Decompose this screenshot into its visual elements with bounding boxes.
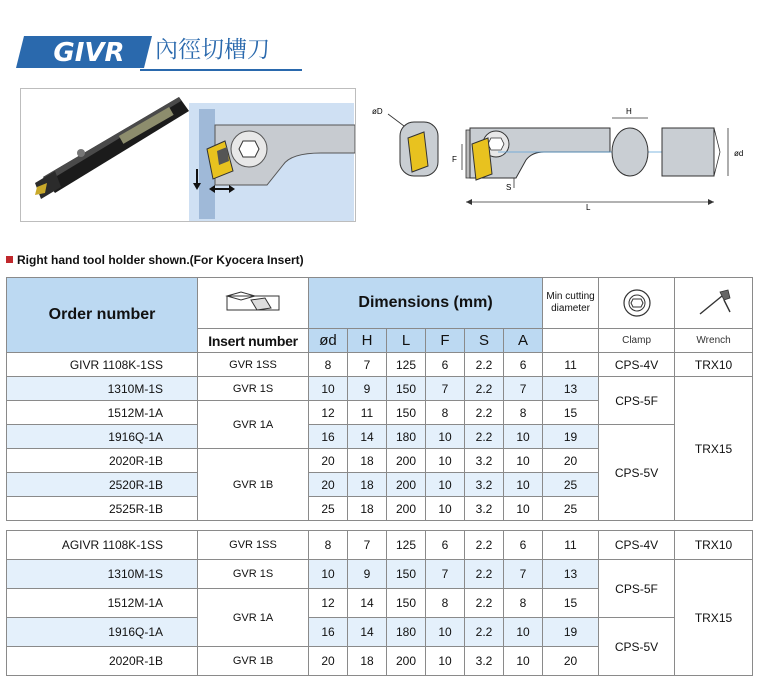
order-number: AGIVR 1108K-1SS [7,531,198,560]
header-dimensions: Dimensions (mm) [309,278,543,329]
min-cutting: 20 [543,647,599,676]
dim-d: 10 [309,560,348,589]
table-row [7,531,753,560]
dim-s: 3.2 [465,473,504,497]
dim-l: 150 [387,560,426,589]
dim-f: 10 [426,425,465,449]
header-dim-s: S [465,329,504,353]
dimension-diagram [366,100,756,218]
order-number: 1310M-1S [7,560,198,589]
dim-a: 6 [504,531,543,560]
clamp-screw-icon [620,286,654,320]
main-view [452,107,743,212]
label-d: ød [734,149,744,158]
dim-h: 18 [348,449,387,473]
dim-f: 7 [426,560,465,589]
dim-f: 8 [426,401,465,425]
dim-s: 3.2 [465,497,504,521]
min-cutting: 25 [543,473,599,497]
table-row [7,377,753,401]
dim-d: 8 [309,531,348,560]
dim-f: 6 [426,531,465,560]
header-dim-h: H [348,329,387,353]
caption-text: Right hand tool holder shown.(For Kyocera Insert) [17,253,304,267]
tool-holder-illustration [21,89,355,221]
dim-l: 180 [387,425,426,449]
dim-d: 8 [309,353,348,377]
label-s: S [506,183,512,192]
dim-s: 2.2 [465,589,504,618]
header-wrench: Wrench [675,329,753,353]
dim-h: 14 [348,618,387,647]
table-header-row [7,278,753,329]
dim-s: 2.2 [465,425,504,449]
product-code: GIVR [53,38,125,68]
dim-s: 2.2 [465,531,504,560]
dim-d: 25 [309,497,348,521]
insert-number: GVR 1A [198,589,309,647]
insert-number: GVR 1SS [198,353,309,377]
wrench-diagram-cell [675,278,753,329]
header-clamp: Clamp [599,329,675,353]
dim-s: 2.2 [465,353,504,377]
wrench: TRX15 [675,560,753,676]
header-dim-d: ød [309,329,348,353]
insert-diagram-cell [198,278,309,329]
wrench: TRX10 [675,531,753,560]
dim-s: 2.2 [465,377,504,401]
dim-d: 20 [309,473,348,497]
dim-d: 20 [309,449,348,473]
tool-detail-view [189,103,355,221]
min-cutting: 19 [543,425,599,449]
dim-a: 8 [504,589,543,618]
dim-d: 12 [309,401,348,425]
product-photo [20,88,356,222]
insert-shape-icon [221,288,285,318]
dim-l: 180 [387,618,426,647]
header-dim-f: F [426,329,465,353]
header-min-spacer [543,329,599,353]
bullet-icon [6,256,13,263]
dim-a: 8 [504,401,543,425]
dim-a: 10 [504,618,543,647]
dim-h: 18 [348,647,387,676]
dim-d: 20 [309,647,348,676]
dim-l: 200 [387,647,426,676]
dim-a: 10 [504,425,543,449]
page-header [20,34,302,70]
table-row [7,560,753,589]
insert-number: GVR 1A [198,401,309,449]
order-number: 1916Q-1A [7,425,198,449]
insert-number: GVR 1B [198,647,309,676]
clamp: CPS-4V [599,353,675,377]
dim-a: 10 [504,473,543,497]
min-cutting: 11 [543,531,599,560]
dim-l: 200 [387,497,426,521]
header-insert-number: Insert number [198,329,309,353]
wrench-icon [692,286,736,320]
dim-l: 125 [387,353,426,377]
dim-s: 2.2 [465,618,504,647]
label-f: F [452,155,457,164]
dim-h: 9 [348,377,387,401]
min-cutting: 15 [543,401,599,425]
insert-number: GVR 1SS [198,531,309,560]
dim-s: 3.2 [465,449,504,473]
dim-h: 7 [348,353,387,377]
order-number: 2520R-1B [7,473,198,497]
wrench: TRX15 [675,377,753,521]
min-cutting: 15 [543,589,599,618]
header-dim-l: L [387,329,426,353]
dim-f: 10 [426,449,465,473]
spec-table-agivr [6,530,753,676]
order-number: 1512M-1A [7,401,198,425]
dim-s: 3.2 [465,647,504,676]
dim-a: 10 [504,497,543,521]
insert-number: GVR 1S [198,560,309,589]
header-order-number: Order number [7,278,198,353]
dim-h: 14 [348,425,387,449]
clamp: CPS-5F [599,377,675,425]
dim-a: 10 [504,647,543,676]
order-number: 2020R-1B [7,647,198,676]
dim-h: 9 [348,560,387,589]
dim-d: 16 [309,425,348,449]
table-row [7,425,753,449]
dim-l: 150 [387,589,426,618]
dim-d: 10 [309,377,348,401]
clamp: CPS-5V [599,425,675,521]
spec-table-givr [6,277,753,521]
label-h: H [626,107,632,116]
clamp: CPS-5F [599,560,675,618]
label-od: øD [372,107,383,116]
dim-l: 150 [387,377,426,401]
dim-h: 11 [348,401,387,425]
dim-h: 14 [348,589,387,618]
dim-d: 16 [309,618,348,647]
order-number: 2525R-1B [7,497,198,521]
dim-l: 200 [387,473,426,497]
dim-h: 18 [348,473,387,497]
min-cutting: 20 [543,449,599,473]
table-row [7,618,753,647]
order-number: 1512M-1A [7,589,198,618]
dim-l: 150 [387,401,426,425]
dim-f: 7 [426,377,465,401]
order-number: 2020R-1B [7,449,198,473]
header-dim-a: A [504,329,543,353]
clamp: CPS-5V [599,618,675,676]
product-title: 內徑切槽刀 [155,37,270,63]
dim-d: 12 [309,589,348,618]
dim-f: 10 [426,473,465,497]
min-cutting: 13 [543,560,599,589]
dim-f: 10 [426,497,465,521]
order-number: GIVR 1108K-1SS [7,353,198,377]
insert-number: GVR 1B [198,449,309,521]
header-underline [140,69,302,71]
dim-s: 2.2 [465,560,504,589]
dim-l: 125 [387,531,426,560]
dim-a: 6 [504,353,543,377]
end-view [372,107,438,176]
dim-a: 7 [504,560,543,589]
insert-number: GVR 1S [198,377,309,401]
wrench: TRX10 [675,353,753,377]
dim-f: 6 [426,353,465,377]
technical-drawing [366,100,756,218]
min-cutting: 25 [543,497,599,521]
order-number: 1310M-1S [7,377,198,401]
header-min-cutting: Min cutting diameter [543,278,599,329]
table-caption [6,253,304,267]
dim-f: 10 [426,647,465,676]
dim-l: 200 [387,449,426,473]
min-cutting: 13 [543,377,599,401]
label-l: L [586,203,591,212]
dim-a: 7 [504,377,543,401]
tool-photo [35,97,189,199]
dim-f: 10 [426,618,465,647]
clamp-diagram-cell [599,278,675,329]
clamp: CPS-4V [599,531,675,560]
min-cutting: 11 [543,353,599,377]
dim-a: 10 [504,449,543,473]
dim-h: 7 [348,531,387,560]
dim-f: 8 [426,589,465,618]
table-row [7,353,753,377]
dim-s: 2.2 [465,401,504,425]
dim-h: 18 [348,497,387,521]
min-cutting: 19 [543,618,599,647]
order-number: 1916Q-1A [7,618,198,647]
